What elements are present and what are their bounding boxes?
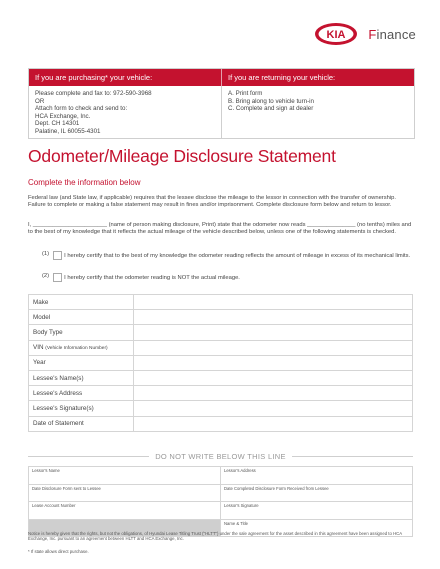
- date-received-cell: Date Completed Disclosure Form Received from Lessee: [221, 484, 413, 502]
- purchasing-heading: If you are purchasing* your vehicle:: [29, 69, 221, 86]
- purchasing-instructions: Please complete and fax to: 972-590-3968 OR Attach form to check and send to: HCA Exchange, Inc. Dept. CH 14301 Palatine, IL 60055-4301: [35, 90, 152, 135]
- date-field[interactable]: [134, 416, 413, 431]
- brand-header: [314, 22, 416, 46]
- lessee-signature-field[interactable]: [134, 401, 413, 416]
- vin-label: VIN (Vehicle Information Number): [29, 340, 134, 355]
- section-subtitle: Complete the information below: [28, 178, 141, 187]
- vin-field[interactable]: [134, 340, 413, 355]
- lessor-address-cell: Lessor's Address: [221, 467, 413, 485]
- body-type-label: Body Type: [29, 325, 134, 340]
- make-field[interactable]: [134, 295, 413, 310]
- kia-logo: [314, 22, 358, 46]
- date-sent-cell: Date Disclosure Form sent to Lessee: [29, 484, 221, 502]
- legal-paragraph: Federal law (and State law, if applicable) requires that the lessee disclose the mileage to the lessor in connection with the transfer of ownership. Failure to complete or making a false statement may result in fines and/or imprisonment. Complete disclosure form below and return to lessor.: [28, 195, 396, 209]
- body-type-field[interactable]: [134, 325, 413, 340]
- lessor-name-cell: Lessor's Name: [29, 467, 221, 485]
- lessor-signature-cell: Lessor's Signature: [221, 502, 413, 520]
- svg-text:KIA: KIA: [326, 29, 346, 41]
- year-field[interactable]: [134, 355, 413, 370]
- model-label: Model: [29, 310, 134, 325]
- returning-heading: If you are returning your vehicle:: [221, 69, 414, 86]
- name-title-cell: Name & Title: [221, 519, 413, 537]
- lessee-address-label: Lessee's Address: [29, 386, 134, 401]
- lease-account-cell: Lease Account Number: [29, 502, 221, 520]
- lessee-address-field[interactable]: [134, 386, 413, 401]
- footnote: * If state allows direct purchase.: [28, 549, 89, 554]
- vehicle-info-table: [28, 294, 413, 432]
- statement-paragraph: I, _______________________ (name of person making disclosure, Print) state that the odometer now reads _______________ (no tenths) miles and to the best of my knowledge that it reflects the actual mileage of the vehicle described below, unless one of the following statements is checked.: [28, 222, 412, 236]
- certification-2-checkbox[interactable]: [53, 273, 62, 282]
- lessee-name-label: Lessee's Name(s): [29, 370, 134, 385]
- model-field[interactable]: [134, 310, 413, 325]
- page-title: Odometer/Mileage Disclosure Statement: [28, 146, 336, 166]
- lessee-name-field[interactable]: [134, 370, 413, 385]
- certification-2: (2) I hereby certify that the odometer reading is NOT the actual mileage.: [42, 273, 240, 282]
- make-label: Make: [29, 295, 134, 310]
- instructions-table: [28, 68, 415, 139]
- office-use-table: [28, 466, 413, 537]
- certification-1-checkbox[interactable]: [53, 251, 62, 260]
- lessee-signature-label: Lessee's Signature(s): [29, 401, 134, 416]
- returning-instructions: A. Print form B. Bring along to vehicle turn-in C. Complete and sign at dealer: [221, 86, 414, 138]
- finance-wordmark: Finance: [368, 26, 416, 42]
- do-not-write-divider: DO NOT WRITE BELOW THIS LINE: [28, 452, 413, 461]
- assignment-notice: Notice is hereby given that the rights, but not the obligations, of Hyundai Lease Titling Trust ("HLTT") under the sale agreement for the asset described in this agreement have been assigned to HCA Exchange, Inc. pursuant to an agreement between HLTT and HCA Exchange, Inc.: [28, 531, 402, 542]
- certification-1: (1) I hereby certify that to the best of my knowledge the odometer reading reflects the amount of mileage in excess of its mechanical limits.: [42, 251, 411, 260]
- date-label: Date of Statement: [29, 416, 134, 431]
- year-label: Year: [29, 355, 134, 370]
